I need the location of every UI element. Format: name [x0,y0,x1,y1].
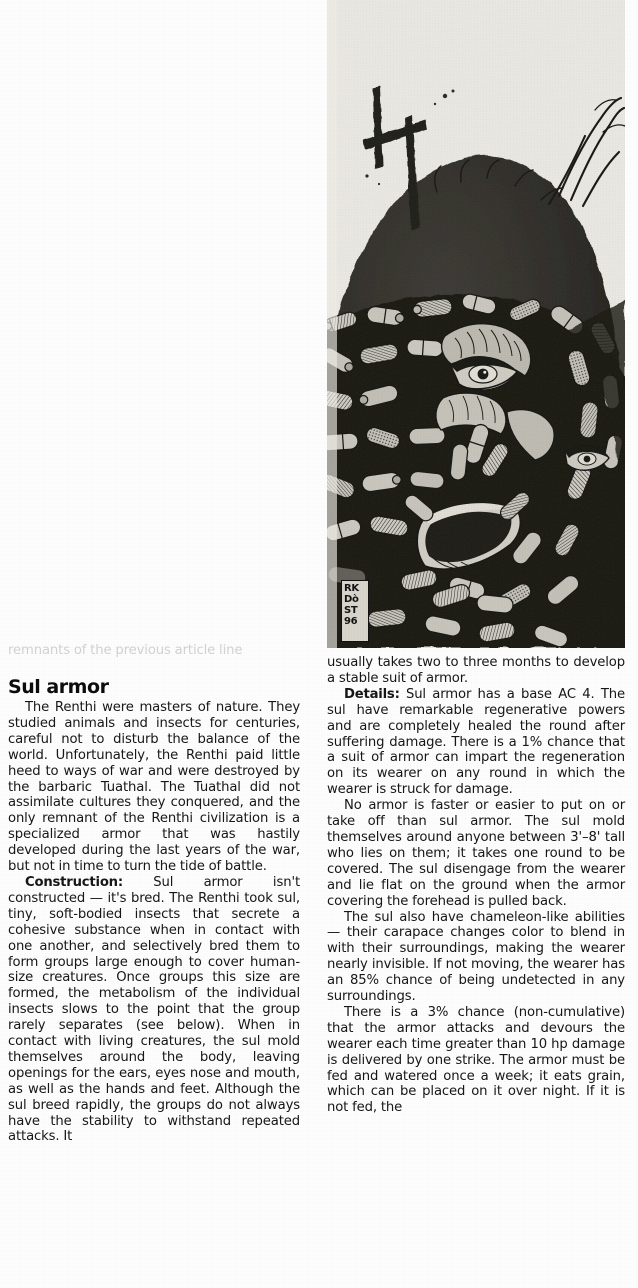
left-text-column [8,643,300,1145]
paragraph-details-text: Sul armor has a base AC 4. The sul have remarkable regenerative powers and are completely healed the round after suffering damage. There is a 1% chance that a suit of armor can impart the regeneration on its wearer on any round in which the wearer is struck for damage. [327,686,625,798]
paragraph-intro-text: The Renthi were masters of nature. They studied animals and insects for centuries, careful not to disturb the balance of the world. Unfortunately, the Renthi paid little heed to ways of war and were destroyed by the barbaric Tuathal. The Tuathal did not assimilate cultures they conquered, and the only remnant of the Renthi civilization is a specialized armor that was hastily developed during the last years of the war, but not in time to turn the tide of battle. [8,700,300,875]
paragraph-danger [327,1005,625,1116]
paragraph-construction-text: Sul armor isn't constructed — it's bred. The Renthi took sul, tiny, soft-bodied insects that secrete a cohesive substance when in contact with one another, and selectively bred them to form groups large enough to cover human-size creatures. Once groups this size are formed, the metabolism of the individual insects slows to the point that the group rarely separates (see below). When in contact with living creatures, the sul mold themselves around the body, leaving openings for the ears, eyes nose and mouth, as well as the hands and feet. Although the sul breed rapidly, the groups do not always have the stability to withstand repeated attacks. It [8,874,300,1145]
cut-off-previous-line [8,643,300,669]
paragraph-danger-text: There is a 3% chance (non-cumulative) that the armor attacks and devours the wearer each time greater than 10 hp damage is delivered by one strike. The armor must be fed and watered once a week; it eats grain, which can be placed on it over night. If it is not fed, the [327,1004,625,1116]
paragraph-donning [327,798,625,909]
paragraph-construction [8,875,300,1145]
right-text-column [327,655,625,1116]
illustration-artwork [327,0,625,648]
paragraph-donning-text: No armor is faster or easier to put on or take off than sul armor. The sul mold themselves around anyone between 3'–8' tall who lies on them; it takes one round to be covered. The sul disengage from the wearer and lie flat on the ground when the armor covering the forehead is pulled back. [327,798,625,909]
paragraph-details [327,687,625,798]
paragraph-camouflage [327,910,625,1005]
paragraph-intro [8,700,300,875]
construction-lead-in: Construction: [25,874,123,890]
signature-line-4: 96 [344,616,358,627]
cut-off-previous-line-text: remnants of the previous article line [8,643,243,658]
signature-line-1: RK [344,583,359,594]
paragraph-continuation [327,655,625,687]
details-lead-in: Details: [344,686,400,702]
paragraph-continuation-text: usually takes two to three months to develop a stable suit of armor. [327,655,625,686]
page-title: Sul armor [8,676,109,698]
signature-line-2: Dò [344,594,359,605]
paragraph-camouflage-text: The sul also have chameleon-like abilities — their carapace changes color to blend in with their surroundings, making the wearer nearly invisible. If not moving, the wearer has an 85% chance of being undetected in any surroundings. [327,909,625,1005]
signature-line-3: ST [344,605,358,616]
sul-armor-illustration [327,0,625,648]
artist-signature [341,580,369,642]
